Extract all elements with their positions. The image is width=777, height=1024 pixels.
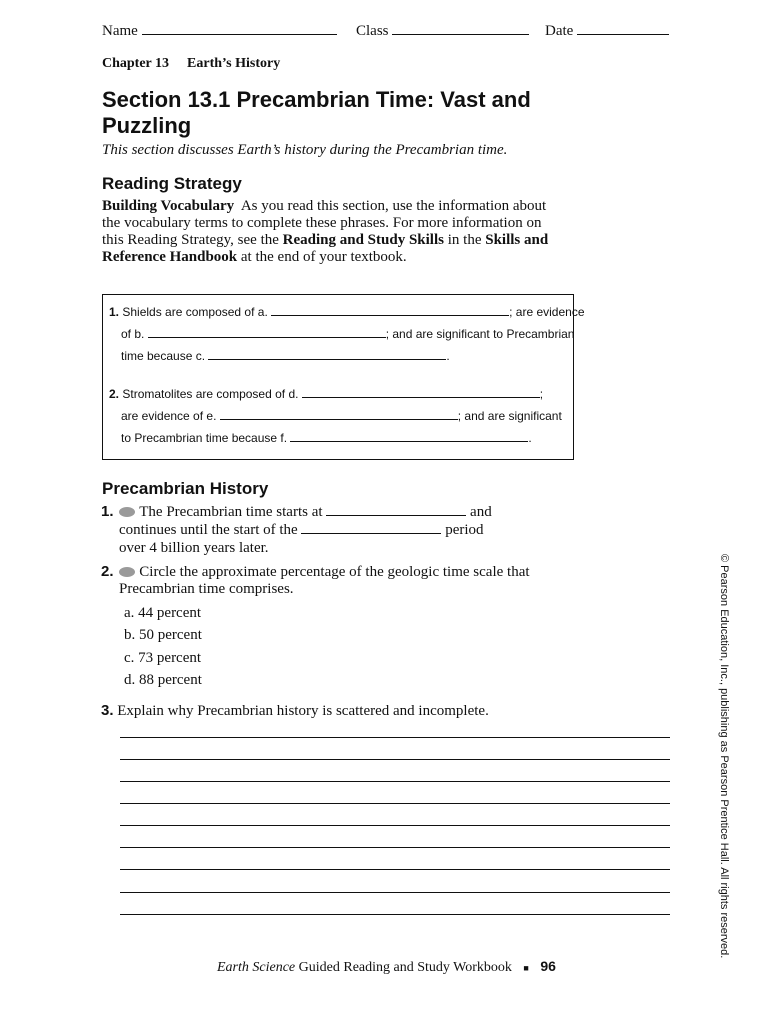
name-blank[interactable] — [142, 22, 337, 35]
question-1-text-b-end: period — [445, 522, 484, 538]
date-blank[interactable] — [577, 22, 669, 35]
box-q1-b-end: ; and are significant to Precambrian — [385, 327, 575, 341]
class-blank[interactable] — [392, 22, 529, 35]
box-q2-d-end: ; — [539, 387, 544, 401]
box-line-2d — [109, 385, 543, 401]
chapter-heading — [102, 56, 280, 72]
box-q1-number: 1. — [109, 305, 120, 319]
chapter-title: Earth’s History — [187, 56, 281, 71]
question-1-text-b: continues until the start of the — [119, 522, 298, 538]
name-label: Name — [102, 23, 138, 39]
section-title: Section 13.1 Precambrian Time: Vast and Puzzling — [102, 87, 531, 138]
class-label: Class — [356, 23, 389, 39]
box-line-1b — [121, 325, 574, 341]
date-label: Date — [545, 23, 574, 39]
question-2-line-2: Precambrian time comprises. — [119, 581, 294, 597]
box-q1-a-end: ; are evidence — [509, 305, 585, 319]
vocabulary-box — [102, 294, 585, 460]
box-line-1a — [109, 303, 585, 319]
q1-start-blank[interactable] — [326, 503, 466, 516]
question-1-number: 1. — [101, 503, 114, 520]
question-3 — [101, 702, 489, 720]
strategy-bold-2: Skills and Reference Handbook — [102, 232, 549, 265]
question-2-text-a: Circle the approximate percentage of the geologic time scale that — [139, 564, 530, 580]
question-1-text-a: The Precambrian time starts at — [139, 504, 323, 520]
blank-b[interactable] — [148, 325, 386, 338]
question-2 — [101, 563, 530, 581]
question-3-number: 3. — [101, 702, 114, 719]
chapter-number: Chapter 13 — [102, 56, 170, 71]
box-q1-b-text: of b. — [121, 327, 145, 341]
strategy-lead: Building Vocabulary — [102, 198, 235, 214]
footer-book-title: Guided Reading and Study Workbook — [298, 960, 512, 975]
question-3-text: Explain why Precambrian history is scattered and incomplete. — [117, 703, 489, 719]
class-field — [356, 22, 529, 40]
blank-a[interactable] — [271, 303, 509, 316]
answer-line[interactable] — [120, 892, 670, 893]
footer — [217, 958, 556, 976]
copyright-notice — [716, 554, 732, 959]
answer-line[interactable] — [120, 759, 670, 760]
answer-line[interactable] — [120, 914, 670, 915]
question-2-number: 2. — [101, 563, 114, 580]
section-intro: This section discusses Earth’s history during the Precambrian time. — [102, 142, 508, 158]
choice-b[interactable]: b. 50 percent — [124, 627, 202, 643]
answer-line[interactable] — [120, 847, 670, 848]
box-q1-c-text: time because c. — [121, 349, 206, 363]
go-online-icon — [119, 507, 135, 517]
answer-line[interactable] — [120, 803, 670, 804]
answer-line[interactable] — [120, 869, 670, 870]
strategy-text-3: at the end of your textbook. — [240, 249, 407, 265]
box-q2-f-text: to Precambrian time because f. — [121, 431, 288, 445]
question-1-line-2 — [119, 521, 484, 539]
box-q1-c-end: . — [446, 349, 450, 363]
box-line-1c — [121, 347, 450, 363]
choice-d[interactable]: d. 88 percent — [124, 672, 202, 688]
choice-c[interactable]: c. 73 percent — [124, 650, 202, 666]
box-q2-number: 2. — [109, 387, 120, 401]
go-online-icon — [119, 567, 135, 577]
strategy-text-2: in the — [447, 232, 482, 248]
question-1-line-3: over 4 billion years later. — [119, 540, 269, 556]
blank-d[interactable] — [302, 385, 540, 398]
box-q1-a-text: Shields are composed of a. — [122, 305, 268, 319]
box-q2-f-end: . — [528, 431, 532, 445]
question-1-text-a-end: and — [470, 504, 492, 520]
box-q2-d-text: Stromatolites are composed of d. — [122, 387, 299, 401]
blank-c[interactable] — [208, 347, 446, 360]
strategy-bold-1: Reading and Study Skills — [282, 232, 444, 248]
answer-line[interactable] — [120, 781, 670, 782]
footer-bullet: ■ — [523, 962, 529, 973]
blank-f[interactable] — [290, 429, 528, 442]
question-1 — [101, 503, 492, 521]
footer-book-italic: Earth Science — [217, 960, 296, 975]
reading-strategy-heading: Reading Strategy — [102, 174, 242, 193]
blank-e[interactable] — [220, 407, 458, 420]
box-q2-e-end: ; and are significant — [457, 409, 562, 423]
date-field — [545, 22, 669, 40]
copyright-text: © Pearson Education, Inc., publishing as Pearson Prentice Hall. All rights reserved. — [718, 554, 730, 959]
precambrian-history-heading: Precambrian History — [102, 479, 269, 498]
box-line-2e — [121, 407, 562, 423]
box-q2-e-text: are evidence of e. — [121, 409, 217, 423]
answer-line[interactable] — [120, 825, 670, 826]
answer-line[interactable] — [120, 737, 670, 738]
choice-a[interactable]: a. 44 percent — [124, 605, 202, 621]
reading-strategy-text — [102, 198, 560, 266]
strategy-text-1: As you read this section, use the information about the vocabulary terms to complete these phrases. For more information on this Reading Strategy, see the — [102, 198, 547, 248]
name-field — [102, 22, 337, 40]
box-line-2f — [121, 429, 532, 445]
q1-period-blank[interactable] — [301, 521, 441, 534]
page-number: 96 — [540, 958, 556, 974]
